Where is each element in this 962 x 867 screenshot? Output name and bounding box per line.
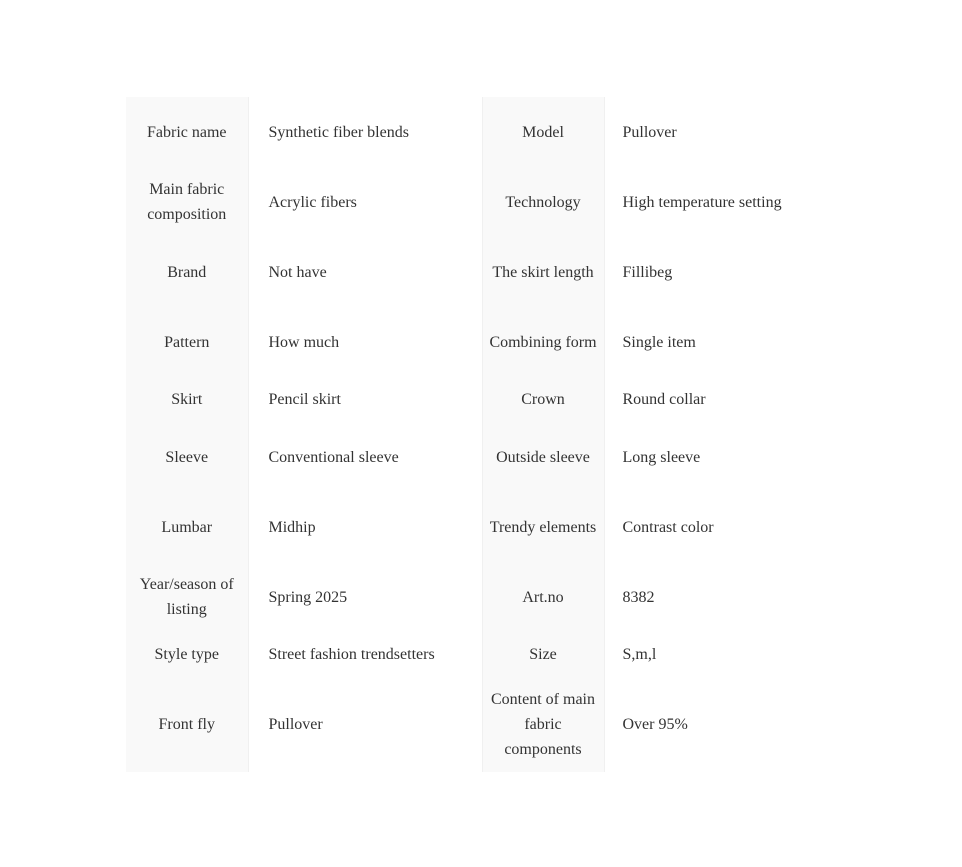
spec-value: Fillibeg	[604, 237, 856, 307]
spec-label: Trendy elements	[482, 492, 604, 562]
table-row	[126, 97, 856, 167]
spec-value: Conventional sleeve	[248, 422, 482, 492]
spec-label: Style type	[126, 632, 248, 677]
spec-value: Pencil skirt	[248, 377, 482, 422]
spec-value: Pullover	[604, 97, 856, 167]
spec-value: 8382	[604, 562, 856, 632]
spec-label: Outside sleeve	[482, 422, 604, 492]
spec-value: Acrylic fibers	[248, 167, 482, 237]
spec-label: Combining form	[482, 307, 604, 377]
spec-value: Street fashion trendsetters	[248, 632, 482, 677]
product-spec-table	[126, 97, 856, 772]
spec-label: The skirt length	[482, 237, 604, 307]
table-row	[126, 167, 856, 237]
spec-label: Lumbar	[126, 492, 248, 562]
spec-value: How much	[248, 307, 482, 377]
table-row	[126, 377, 856, 422]
spec-label: Pattern	[126, 307, 248, 377]
spec-label: Brand	[126, 237, 248, 307]
spec-value: Single item	[604, 307, 856, 377]
spec-value: Spring 2025	[248, 562, 482, 632]
spec-value: Contrast color	[604, 492, 856, 562]
spec-value: High temperature setting	[604, 167, 856, 237]
spec-label: Front fly	[126, 677, 248, 772]
table-row	[126, 677, 856, 772]
spec-value: Midhip	[248, 492, 482, 562]
spec-value: Not have	[248, 237, 482, 307]
spec-value: S,m,l	[604, 632, 856, 677]
spec-label: Model	[482, 97, 604, 167]
table-row	[126, 422, 856, 492]
spec-label: Fabric name	[126, 97, 248, 167]
table-row	[126, 307, 856, 377]
spec-value: Long sleeve	[604, 422, 856, 492]
table-row	[126, 562, 856, 632]
spec-label: Skirt	[126, 377, 248, 422]
spec-value: Round collar	[604, 377, 856, 422]
spec-value: Synthetic fiber blends	[248, 97, 482, 167]
spec-label: Year/season of listing	[126, 562, 248, 632]
spec-label: Crown	[482, 377, 604, 422]
table-row	[126, 632, 856, 677]
spec-label: Content of main fabric components	[482, 677, 604, 772]
spec-label: Art.no	[482, 562, 604, 632]
spec-value: Pullover	[248, 677, 482, 772]
spec-value: Over 95%	[604, 677, 856, 772]
table-row	[126, 237, 856, 307]
spec-label: Technology	[482, 167, 604, 237]
spec-label: Main fabric composition	[126, 167, 248, 237]
spec-label: Size	[482, 632, 604, 677]
table-row	[126, 492, 856, 562]
spec-label: Sleeve	[126, 422, 248, 492]
